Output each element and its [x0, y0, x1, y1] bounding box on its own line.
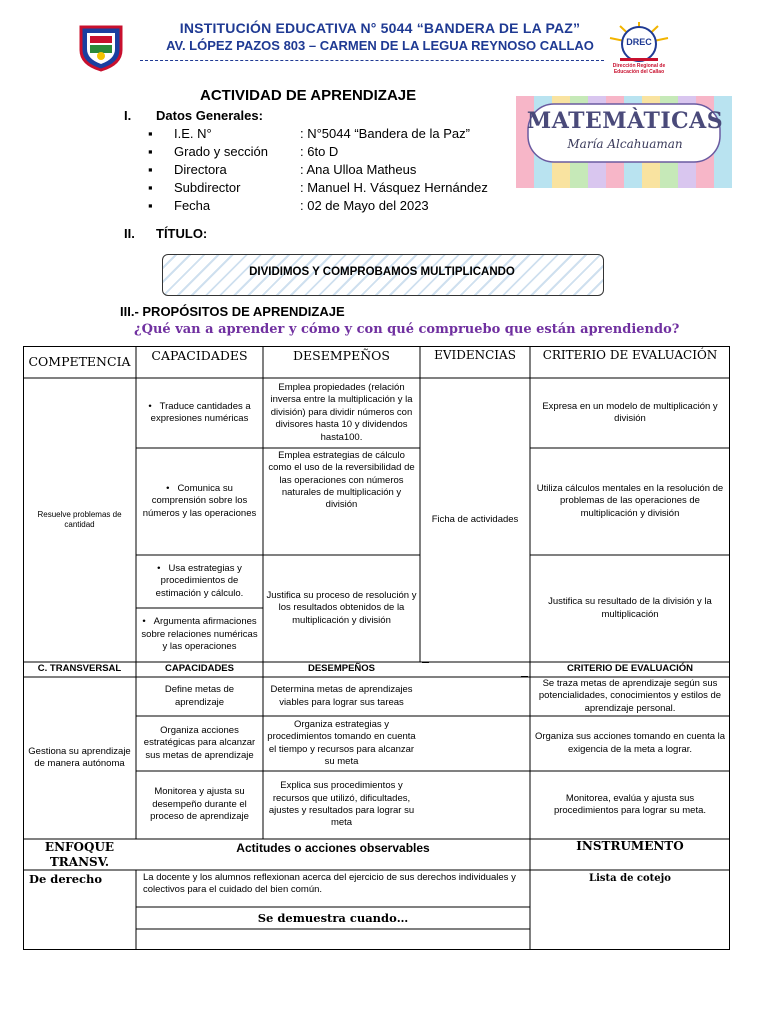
institution-name: INSTITUCIÓN EDUCATIVA N° 5044 “BANDERA DE LA PAZ”	[179, 20, 581, 36]
transversal-criterio-cell: Se traza metas de aprendizaje según sus potencialidades, conocimientos y estilos de aprendizaje personal.	[538, 677, 722, 714]
bullet-icon: ▪	[148, 180, 153, 195]
section-1-number: I.	[124, 108, 132, 123]
evidencia-cell: Ficha de actividades	[431, 513, 519, 525]
th-desempenos: DESEMPEÑOS	[293, 347, 390, 363]
th-criterio: CRITERIO DE EVALUACIÓN	[542, 348, 718, 363]
demuestra-cell: Se demuestra cuando…	[257, 910, 409, 925]
transversal-criterio-cell: Monitorea, evalúa y ajusta sus procedimientos para lograr su meta.	[553, 792, 707, 816]
drec-logo-text: DREC	[626, 37, 652, 47]
section-3-heading: III.- PROPÓSITOS DE APRENDIZAJE	[120, 304, 345, 319]
general-data-row	[148, 162, 416, 177]
capacidad-text: • Argumenta afirmaciones sobre relaciones numéricas y las operaciones	[139, 616, 260, 653]
general-data-row	[148, 126, 470, 141]
general-data-value: : Manuel H. Vásquez Hernández	[300, 180, 488, 195]
capacidad-cell	[136, 448, 263, 555]
enfoque-cell: De derecho	[29, 871, 103, 886]
general-data-row	[148, 180, 488, 195]
transversal-desempeno-cell: Organiza estrategias y procedimientos tomando en cuenta el tiempo y recursos para alcanzar su meta	[267, 718, 416, 767]
banner-title: MATEMÀTICAS	[526, 108, 724, 134]
bullet-icon: ▪	[148, 198, 153, 213]
section-2-title: TÍTULO:	[156, 226, 208, 241]
section-2-heading	[124, 226, 207, 241]
capacidad-text: • Traduce cantidades a expresiones numéricas	[146, 401, 253, 426]
general-data-value: : Ana Ulloa Matheus	[300, 162, 417, 177]
th-evidencias: EVIDENCIAS	[434, 348, 516, 363]
th-enfoque: ENFOQUE TRANSV.	[44, 840, 115, 869]
general-data-key: Fecha	[174, 198, 211, 213]
section-2-number: II.	[124, 226, 135, 241]
transversal-capacidad-cell: Define metas de aprendizaje	[164, 684, 235, 708]
criterio-cell: Utiliza cálculos mentales en la resolución de problemas de las operaciones de multiplicación y división	[536, 482, 724, 519]
school-shield-logo	[78, 24, 124, 72]
desempeno-cell: Justifica su proceso de resolución y los resultados obtenidos de la multiplicación y división	[266, 589, 417, 626]
desempeno-cell: Emplea estrategias de cálculo como el uso de la reversibilidad de las operaciones con números naturales de multiplicación y división	[268, 450, 415, 511]
th-transversal-desempenos: DESEMPEÑOS	[307, 663, 376, 675]
th-capacidades: CAPACIDADES	[151, 347, 248, 363]
transversal-criterio-cell: Organiza sus acciones tomando en cuenta la exigencia de la meta a lograr.	[534, 731, 726, 755]
general-data-value: : 02 de Mayo del 2023	[300, 198, 429, 213]
general-data-value: : 6to D	[300, 144, 339, 159]
instrumento-cell: Lista de cotejo	[589, 872, 671, 884]
transversal-capacidad-cell: Organiza acciones estratégicas para alcanzar sus metas de aprendizaje	[143, 724, 256, 761]
capacidad-text: • Comunica su comprensión sobre los números y las operaciones	[139, 483, 260, 520]
th-transversal-criterio: CRITERIO DE EVALUACIÓN	[567, 663, 693, 675]
general-data-row	[148, 144, 338, 159]
th-actitudes: Actitudes o acciones observables	[236, 841, 430, 856]
capacidad-text: • Usa estrategias y procedimientos de estimación y cálculo.	[139, 563, 260, 600]
institution-address: AV. LÓPEZ PAZOS 803 – CARMEN DE LA LEGUA REYNOSO CALLAO	[166, 38, 594, 53]
criterio-cell: Expresa en un modelo de multiplicación y división	[542, 400, 718, 424]
general-data-value: : N°5044 “Bandera de la Paz”	[300, 126, 470, 141]
transversal-desempeno-cell: Determina metas de aprendizajes viables para lograr sus tareas	[270, 684, 413, 708]
general-data-row	[148, 198, 429, 213]
section-3-question: ¿Qué van a aprender y cómo y con qué compruebo que están aprendiendo?	[134, 322, 680, 337]
general-data-key: Subdirector	[174, 180, 241, 195]
general-data-key: I.E. N°	[174, 126, 212, 141]
bullet-icon: ▪	[148, 162, 153, 177]
capacidad-cell	[136, 555, 263, 608]
competencia-cell: Resuelve problemas de cantidad	[37, 509, 122, 529]
transversal-capacidad-cell: Monitorea y ajusta su desempeño durante el proceso de aprendizaje	[150, 786, 249, 823]
th-instrumento: INSTRUMENTO	[576, 839, 684, 854]
section-1-title: Datos Generales:	[156, 108, 263, 123]
document-title: ACTIVIDAD DE APRENDIZAJE	[200, 87, 417, 104]
th-c-transversal: C. TRANSVERSAL	[37, 663, 122, 675]
actitud-cell: La docente y los alumnos reflexionan acerca del ejercicio de sus derechos individuales y colectivos para el cuidado del bien común.	[143, 872, 516, 896]
banner-author: María Alcahuaman	[567, 137, 683, 151]
transversal-competencia-cell: Gestiona su aprendizaje de manera autónoma	[28, 745, 131, 769]
bullet-icon: ▪	[148, 126, 153, 141]
general-data-key: Directora	[174, 162, 227, 177]
general-data-key: Grado y sección	[174, 144, 268, 159]
section-1-heading	[124, 108, 263, 123]
capacidad-cell	[136, 378, 263, 448]
th-competencia: COMPETENCIA	[28, 353, 131, 369]
desempeno-cell: Emplea propiedades (relación inversa entre la multiplicación y la división) para dividir números con divisores hasta 10 y dividendos hasta100.	[270, 382, 413, 443]
drec-logo-caption: Dirección Regional de Educación del Callao	[612, 63, 666, 75]
activity-title: DIVIDIMOS Y COMPROBAMOS MULTIPLICANDO	[249, 266, 515, 278]
capacidad-cell	[136, 608, 263, 662]
header-divider	[140, 60, 604, 61]
criterio-cell: Justifica su resultado de la división y la multiplicación	[548, 596, 712, 620]
bullet-icon: ▪	[148, 144, 153, 159]
transversal-desempeno-cell: Explica sus procedimientos y recursos que utilizó, dificultades, ajustes y resultados para lograr su meta	[268, 780, 415, 829]
th-transversal-capacidades: CAPACIDADES	[165, 663, 234, 675]
